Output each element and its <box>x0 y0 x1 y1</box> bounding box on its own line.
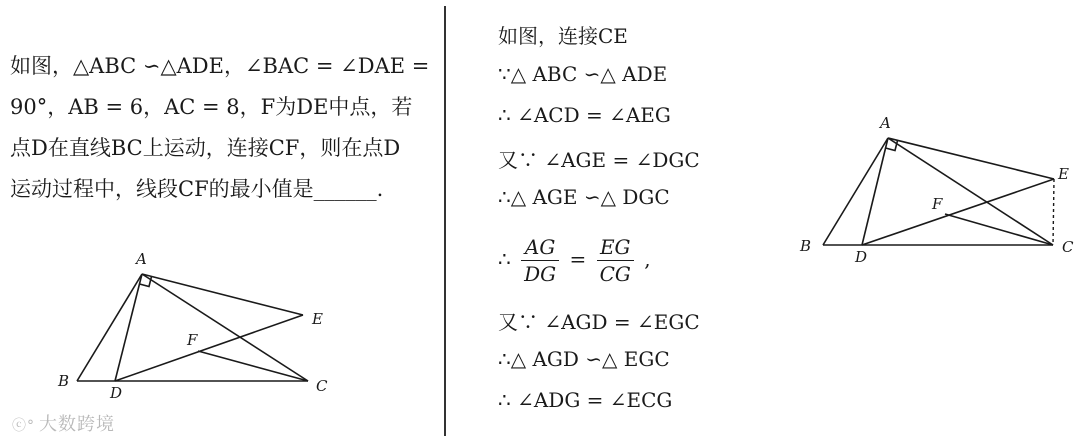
equals-sign: = <box>569 247 587 271</box>
solution-step-1: 如图，连接CE <box>498 24 628 48</box>
comma: , <box>644 247 651 271</box>
label-d: D <box>855 248 868 266</box>
segment-ad <box>115 274 142 381</box>
solution-step-7: 又∵ ∠AGD = ∠EGC <box>498 310 700 334</box>
label-c: C <box>1062 238 1074 256</box>
fraction-ag-dg <box>521 234 559 287</box>
fraction-numerator: AG <box>521 234 559 261</box>
label-a: A <box>880 114 891 132</box>
label-e: E <box>312 310 323 328</box>
segment-ab <box>823 138 888 245</box>
solution-step-8: ∴△ AGD ∽△ EGC <box>498 347 670 371</box>
problem-line-2: 90°，AB = 6，AC = 8，F为DE中点，若 <box>10 95 413 119</box>
solution-step-2: ∵△ ABC ∽△ ADE <box>498 62 668 86</box>
watermark-logo-icon: ⓒ° <box>12 418 35 434</box>
problem-line-1: 如图，△ABC ∽△ADE，∠BAC = ∠DAE = <box>10 54 430 78</box>
segment-ab <box>77 274 142 381</box>
segment-ad <box>862 138 888 245</box>
segment-ac <box>888 138 1053 245</box>
solution-step-9: ∴ ∠ADG = ∠ECG <box>498 388 673 412</box>
problem-line-3: 点D在直线BC上运动，连接CF，则在点D <box>10 136 401 160</box>
segment-ae <box>888 138 1054 179</box>
label-f: F <box>932 195 943 213</box>
segment-cf <box>198 351 308 381</box>
solution-step-3: ∴ ∠ACD = ∠AEG <box>498 103 671 127</box>
divider <box>444 6 446 436</box>
solution-step-6 <box>498 234 651 287</box>
fraction-denominator: DG <box>524 262 557 286</box>
segment-cf <box>945 214 1053 245</box>
label-e: E <box>1058 165 1069 183</box>
label-b: B <box>800 237 812 255</box>
label-a: A <box>136 250 147 268</box>
segment-de <box>115 315 303 381</box>
label-f: F <box>187 331 198 349</box>
figure-left <box>50 240 380 410</box>
therefore-sign: ∴ <box>498 247 511 271</box>
problem-statement <box>10 46 430 210</box>
label-b: B <box>58 372 70 390</box>
figure-right <box>790 110 1080 270</box>
segment-de <box>862 179 1054 245</box>
fraction-eg-cg <box>597 234 634 287</box>
label-c: C <box>316 377 328 395</box>
watermark-text: 大数跨境 <box>39 414 115 435</box>
watermark <box>12 410 115 436</box>
problem-line-4: 运动过程中，线段CF的最小值是______. <box>10 177 384 201</box>
solution-step-4: 又∵ ∠AGE = ∠DGC <box>498 148 700 172</box>
segment-ce-dashed <box>1053 179 1054 245</box>
fraction-numerator: EG <box>597 234 634 261</box>
segment-ae <box>142 274 303 315</box>
fraction-denominator: CG <box>599 262 631 286</box>
label-d: D <box>110 384 123 402</box>
solution-step-5: ∴△ AGE ∽△ DGC <box>498 185 670 209</box>
segment-ac <box>142 274 308 381</box>
